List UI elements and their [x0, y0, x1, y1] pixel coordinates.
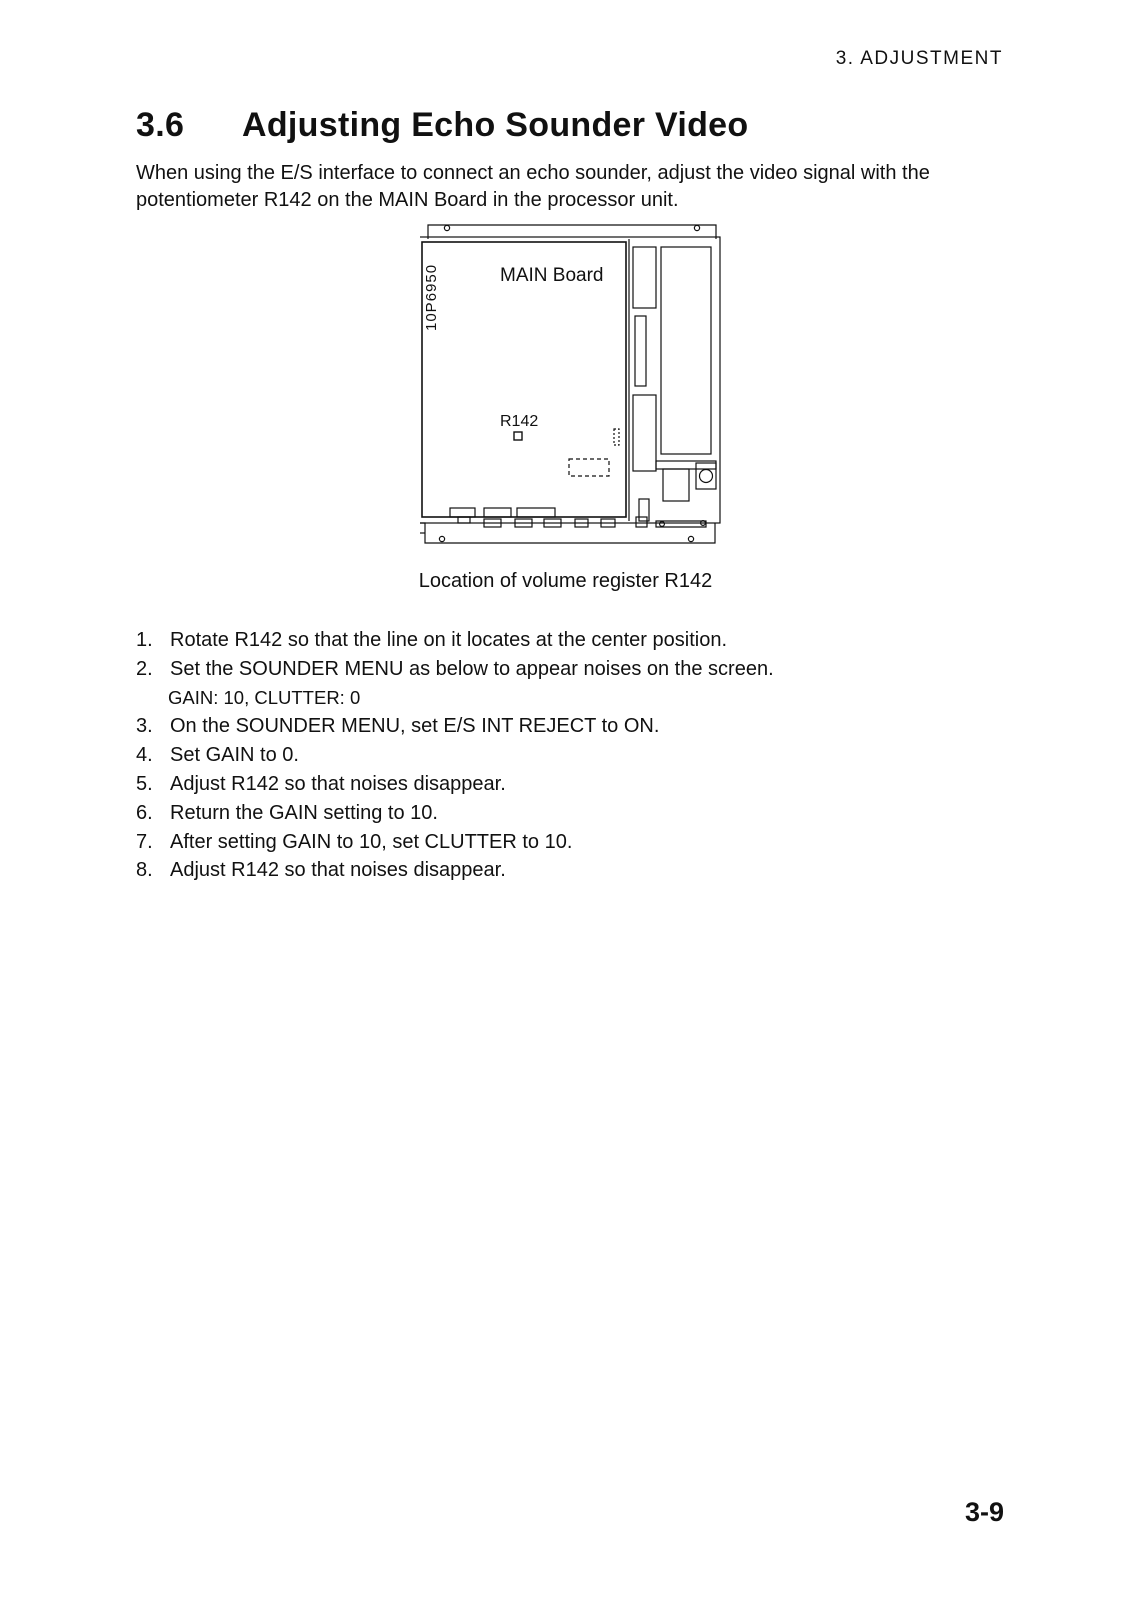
step-3 [136, 712, 774, 741]
step-text: GAIN: 10, CLUTTER: 0 [168, 686, 361, 708]
connector-block [633, 395, 656, 471]
mounting-hole-icon [688, 536, 693, 541]
step-number: 5. [136, 772, 153, 795]
step-2 [136, 655, 774, 684]
r142-label: R142 [500, 413, 539, 430]
mounting-hole-icon [694, 225, 699, 230]
step-text: Adjust R142 so that noises disappear. [170, 772, 506, 795]
processor-unit-figure [420, 223, 740, 563]
procedure-steps [136, 626, 774, 885]
power-module [661, 247, 711, 454]
step-number: 4. [136, 744, 153, 767]
mounting-hole-icon [444, 225, 449, 230]
step-text: Set the SOUNDER MENU as below to appear noises on the screen. [170, 657, 774, 680]
step-number: 2. [136, 657, 153, 680]
running-header: 3. ADJUSTMENT [835, 48, 1003, 69]
step-text: Rotate R142 so that the line on it locates at the center position. [170, 629, 728, 651]
step-text: On the SOUNDER MENU, set E/S INT REJECT to ON. [170, 715, 660, 738]
port [458, 517, 470, 523]
step-number: 8. [136, 859, 153, 882]
step-number: 7. [136, 830, 153, 853]
step-number: 1. [136, 629, 153, 651]
port [636, 517, 647, 527]
page-number: 3-9 [964, 1497, 1004, 1527]
step-4 [136, 741, 774, 770]
step-1 [136, 626, 774, 655]
connector [517, 508, 555, 517]
section-title: Adjusting Echo Sounder Video [242, 106, 749, 144]
terminal [663, 469, 689, 501]
figure-caption: Location of volume register R142 [418, 570, 713, 592]
dashed-area [569, 459, 609, 476]
step-text: Return the GAIN setting to 10. [170, 801, 438, 824]
section-number: 3.6 [136, 106, 185, 144]
switch-icon [700, 470, 713, 483]
dashed-part [614, 429, 619, 445]
step-6 [136, 799, 774, 828]
connector-block [635, 316, 646, 386]
connector [484, 508, 511, 517]
connector-block [633, 247, 656, 308]
step-5 [136, 770, 774, 799]
step-number: 3. [136, 715, 153, 738]
bracket [656, 461, 716, 469]
processor-unit-drawing [420, 223, 740, 563]
connector [450, 508, 475, 517]
intro-paragraph: When using the E/S interface to connect an echo sounder, adjust the video signal with the potentiometer R142 on the MAIN Board in the processor unit. [136, 162, 930, 211]
step-text: Adjust R142 so that noises disappear. [170, 859, 506, 882]
board-code-label: 10P6950 [423, 263, 440, 331]
section-heading [136, 106, 748, 145]
step-text: After setting GAIN to 10, set CLUTTER to 10. [170, 830, 573, 853]
mounting-hole-icon [439, 536, 444, 541]
step-number: 6. [136, 801, 153, 824]
step-2-settings [136, 684, 774, 713]
step-text: Set GAIN to 0. [170, 744, 299, 767]
step-8 [136, 856, 774, 885]
main-board-label: MAIN Board [500, 265, 604, 286]
step-7 [136, 828, 774, 857]
bottom-flange [420, 523, 715, 543]
r142-potentiometer-icon [514, 432, 522, 440]
